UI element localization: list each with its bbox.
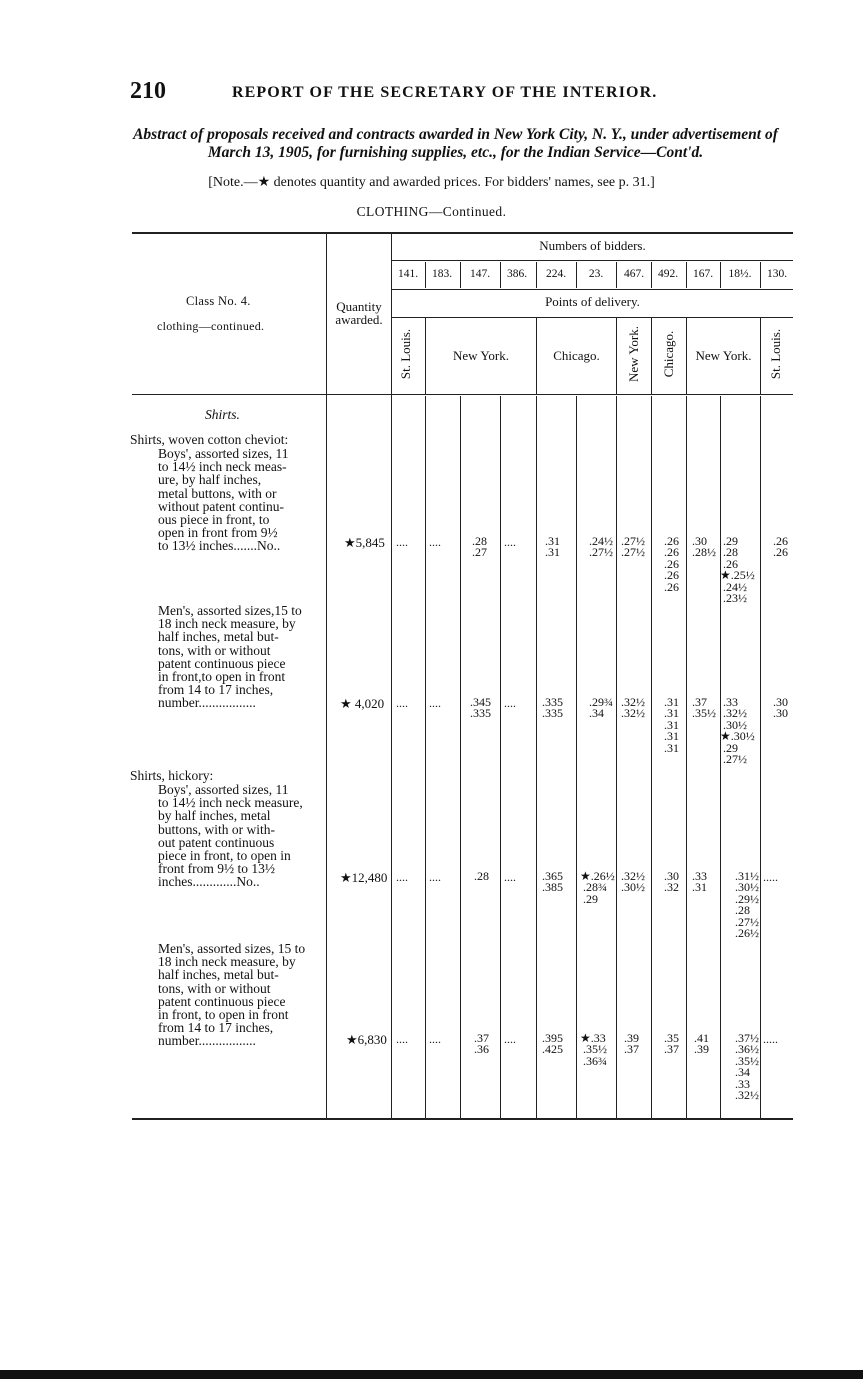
- price-cell: ....: [504, 870, 516, 884]
- bidder-number: 141.: [397, 268, 419, 280]
- price-cell: .31 .31 .31 .31 .31: [664, 695, 679, 755]
- bidder-number: 467.: [623, 268, 645, 280]
- bidder-number: 167.: [692, 268, 714, 280]
- price-cell: ....: [396, 870, 408, 884]
- bidder-number: 492.: [657, 268, 679, 280]
- price-cell: .29 .28 .26 ★.25½ .24½ .23½: [720, 534, 755, 606]
- note: [Note.—★ denotes quantity and awarded prices. For bidders' names, see p. 31.]: [208, 175, 655, 190]
- running-title: REPORT OF THE SECRETARY OF THE INTERIOR.: [232, 84, 658, 101]
- body-col-sep: [500, 396, 501, 1118]
- points-rule: [392, 317, 793, 318]
- price-cell: .35 .37: [664, 1031, 679, 1057]
- price-cell: ....: [504, 696, 516, 710]
- price-cell: .....: [763, 1032, 778, 1046]
- point-new-york: New York.: [453, 348, 509, 363]
- price-cell: .31½ .30½ .29½ .28 .27½ .26½: [735, 869, 759, 941]
- point-st-louis: St. Louis.: [398, 328, 413, 380]
- bidder-number: 224.: [545, 268, 567, 280]
- points-header: Points of delivery.: [545, 294, 640, 309]
- price-cell: .335 .335: [542, 695, 563, 721]
- price-cell: .365 .385: [542, 869, 563, 895]
- price-cell: .33 .32½ .30½ ★.30½ .29 .27½: [720, 695, 755, 767]
- bidder-number: 18½.: [728, 268, 752, 280]
- price-cell: ....: [396, 1032, 408, 1046]
- body-col-sep: [760, 396, 761, 1118]
- header-bottom-rule: [132, 394, 793, 395]
- section-title: CLOTHING—Continued.: [356, 204, 507, 219]
- price-cell: .30 .32: [664, 869, 679, 895]
- bidder-sep: [536, 262, 537, 288]
- section-head: Shirts.: [205, 407, 240, 422]
- row-description: Boys', assorted sizes, 11 to 14½ inch neck meas- ure, by half inches, metal buttons, with or without patent continu- ous piece in front, to open in front from 9½ to 13½ inches.......No..: [158, 446, 289, 554]
- price-cell: ....: [429, 535, 441, 549]
- bidders-rule: [392, 260, 793, 261]
- price-cell: .27½ .27½: [621, 534, 645, 560]
- bidder-sep: [576, 262, 577, 288]
- price-cell: .33 .31: [692, 869, 707, 895]
- body-col-sep: [651, 396, 652, 1118]
- price-cell: .32½ .30½: [621, 869, 645, 895]
- price-cell: ....: [504, 535, 516, 549]
- bidders-header: Numbers of bidders.: [539, 238, 646, 253]
- price-cell: .37 .35½: [692, 695, 716, 721]
- point-chicago: Chicago.: [661, 330, 676, 378]
- point-sep: [651, 318, 652, 394]
- body-col-sep: [576, 396, 577, 1118]
- page-number: 210: [130, 78, 166, 104]
- price-cell: .30 .30: [773, 695, 788, 721]
- point-chicago: Chicago.: [553, 348, 600, 363]
- bidder-number: 147.: [469, 268, 491, 280]
- price-cell: ....: [429, 1032, 441, 1046]
- quantity-awarded: ★5,845: [344, 535, 385, 550]
- row-description: Men's, assorted sizes,15 to 18 inch neck measure, by half inches, metal but- tons, with or without patent continuous piece in front,to open in front from 14 to 17 inches, number.................: [158, 603, 302, 711]
- desc-column-rule: [326, 234, 327, 1118]
- bidder-number: 183.: [431, 268, 453, 280]
- point-new-york: New York.: [626, 326, 641, 382]
- price-cell: .28: [474, 869, 489, 883]
- price-cell: ....: [504, 1032, 516, 1046]
- bidder-number: 386.: [506, 268, 528, 280]
- price-cell: .395 .425: [542, 1031, 563, 1057]
- row-lead: Shirts, hickory:: [130, 768, 214, 783]
- price-cell: .37 .36: [474, 1031, 489, 1057]
- quantity-awarded: ★12,480: [340, 870, 388, 885]
- bidder-numbers-rule: [392, 289, 793, 290]
- body-col-sep: [536, 396, 537, 1118]
- body-col-sep: [425, 396, 426, 1118]
- abstract-title: Abstract of proposals received and contracts awarded in New York City, N. Y., under advertisement of March 13, 1905, for furnishing supplies, etc., for the Indian Service—Cont'd.: [133, 126, 778, 161]
- point-new-york: New York.: [695, 348, 752, 363]
- class-sub: clothing—continued.: [157, 319, 265, 333]
- body-col-sep: [460, 396, 461, 1118]
- table-top-rule: [132, 232, 793, 234]
- price-cell: ★.33 .35½ .36¾: [580, 1031, 607, 1068]
- bidder-number: 130.: [766, 268, 788, 280]
- price-cell: ....: [396, 535, 408, 549]
- price-cell: ....: [429, 870, 441, 884]
- point-st-louis: St. Louis.: [768, 328, 783, 380]
- price-cell: .26 .26: [773, 534, 788, 560]
- point-sep: [760, 318, 761, 394]
- class-label: Class No. 4.: [186, 294, 251, 308]
- row-description: Men's, assorted sizes, 15 to 18 inch neck measure, by half inches, metal but- tons, with or without patent continuous piece in front, to open in front from 14 to 17 inches, number.................: [158, 941, 306, 1049]
- price-cell: .41 .39: [694, 1031, 709, 1057]
- row-lead: Shirts, woven cotton cheviot:: [130, 432, 289, 447]
- price-cell: ....: [396, 696, 408, 710]
- price-cell: .29¾ .34: [589, 695, 613, 721]
- quantity-awarded: ★ 4,020: [340, 696, 385, 711]
- price-cell: ★.26½ .28¾ .29: [580, 869, 615, 906]
- row-description: Boys', assorted sizes, 11 to 14½ inch neck measure, by half inches, metal buttons, with or with- out patent continuous piece in front, to open in front from 9½ to 13½ inches.............No..: [158, 782, 303, 890]
- price-cell: .31 .31: [545, 534, 560, 560]
- scan-edge: [0, 1370, 863, 1379]
- body-col-sep: [686, 396, 687, 1118]
- price-cell: .28 .27: [472, 534, 487, 560]
- bidder-sep: [460, 262, 461, 288]
- table-bottom-rule: [132, 1118, 793, 1120]
- quantity-header: Quantity awarded.: [335, 299, 383, 327]
- point-sep: [616, 318, 617, 394]
- price-cell: .30 .28½: [692, 534, 716, 560]
- quantity-column-rule: [391, 234, 392, 1118]
- body-col-sep: [616, 396, 617, 1118]
- price-cell: ....: [429, 696, 441, 710]
- bidder-number: 23.: [588, 268, 604, 280]
- quantity-awarded: ★6,830: [346, 1032, 387, 1047]
- price-cell: .345 .335: [470, 695, 491, 721]
- price-cell: .26 .26 .26 .26 .26: [664, 534, 679, 594]
- price-cell: .39 .37: [624, 1031, 639, 1057]
- price-cell: .37½ .36½ .35½ .34 .33 .32½: [735, 1031, 759, 1103]
- price-cell: .24½ .27½: [589, 534, 613, 560]
- price-cell: .32½ .32½: [621, 695, 645, 721]
- price-cell: .....: [763, 870, 778, 884]
